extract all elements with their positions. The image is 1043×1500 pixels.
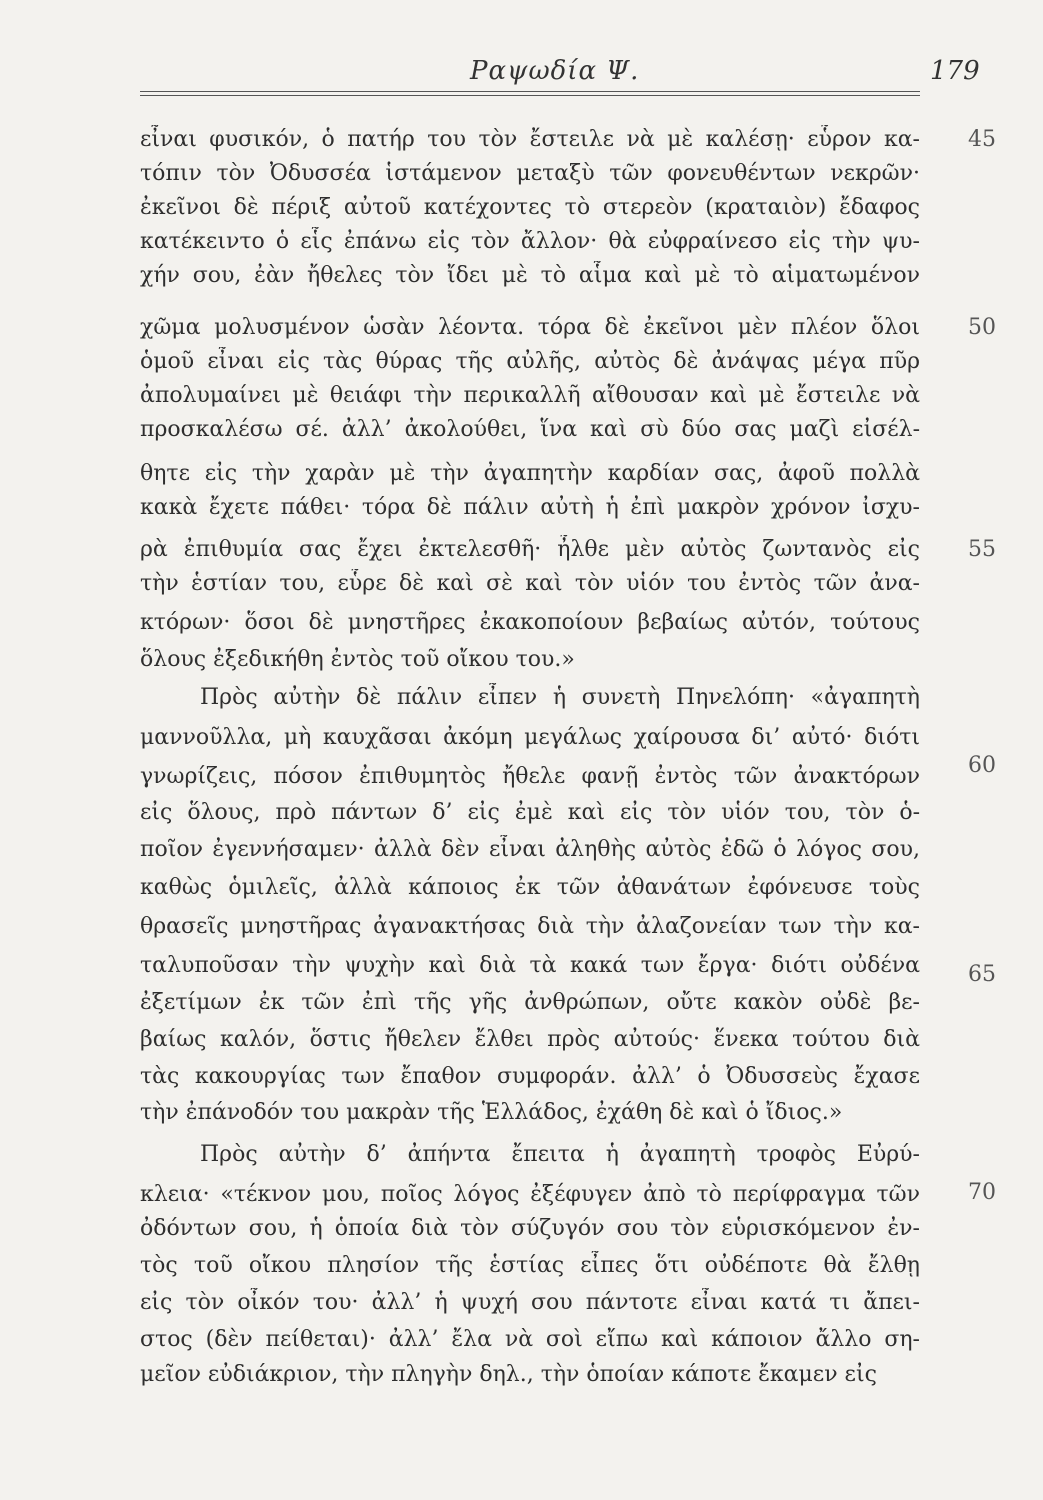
- page-number: 179: [930, 56, 980, 86]
- text-line: γνωρίζεις, πόσον ἐπιθυμητὸς ἤθελε φανῇ ἐντὸς τῶν ἀνακτόρων: [140, 764, 920, 789]
- text-line: τόπιν τὸν Ὀδυσσέα ἱστάμενον μεταξὺ τῶν φονευθέντων νεκρῶν·: [140, 161, 920, 186]
- text-line: Πρὸς αὐτὴν δ’ ἀπήντα ἔπειτα ἡ ἀγαπητὴ τροφὸς Εὐρύ-: [200, 1142, 920, 1167]
- header-rule: [140, 95, 920, 96]
- text-line: τὴν ἐπάνοδόν του μακρὰν τῆς Ἑλλάδος, ἐχάθη δὲ καὶ ὁ ἴδιος.»: [140, 1100, 843, 1125]
- text-line: εἰς τὸν οἶκόν του· ἀλλ’ ἡ ψυχή σου πάντοτε εἶναι κατά τι ἄπει-: [140, 1290, 920, 1315]
- text-line: χήν σου, ἐὰν ἤθελες τὸν ἴδει μὲ τὸ αἷμα καὶ μὲ τὸ αἱματωμένον: [140, 263, 920, 288]
- text-line: τὰς κακουργίας των ἔπαθον συμφοράν. ἀλλ’ ὁ Ὀδυσσεὺς ἔχασε: [140, 1064, 920, 1089]
- text-line: ἀπολυμαίνει μὲ θειάφι τὴν περικαλλῆ αἴθουσαν καὶ μὲ ἔστειλε νὰ: [140, 383, 920, 408]
- line-number: 50: [968, 315, 996, 340]
- text-line: ὅλους ἐξεδικήθη ἐντὸς τοῦ οἴκου του.»: [140, 647, 575, 672]
- text-line: κακὰ ἔχετε πάθει· τόρα δὲ πάλιν αὐτὴ ἡ ἐπὶ μακρὸν χρόνον ἰσχυ-: [140, 495, 920, 520]
- text-line: μαννοῦλλα, μὴ καυχᾶσαι ἀκόμη μεγάλως χαίρουσα δι’ αὐτό· διότι: [140, 725, 920, 750]
- text-line: ποῖον ἐγεννήσαμεν· ἀλλὰ δὲν εἶναι ἀληθὴς αὐτὸς ἐδῶ ὁ λόγος σου,: [140, 837, 920, 862]
- text-line: τὴν ἑστίαν του, εὗρε δὲ καὶ σὲ καὶ τὸν υἱόν του ἐντὸς τῶν ἀνα-: [140, 571, 920, 596]
- text-line: στος (δὲν πείθεται)· ἀλλ’ ἔλα νὰ σοὶ εἴπω καὶ κάποιον ἄλλο ση-: [140, 1327, 920, 1352]
- text-line: μεῖον εὐδιάκριον, τὴν πληγὴν δηλ., τὴν ὁποίαν κάποτε ἔκαμεν εἰς: [140, 1362, 877, 1387]
- text-line: βαίως καλόν, ὅστις ἤθελεν ἔλθει πρὸς αὐτούς· ἕνεκα τούτου διὰ: [140, 1027, 920, 1052]
- text-line: ἐξετίμων ἐκ τῶν ἐπὶ τῆς γῆς ἀνθρώπων, οὔτε κακὸν οὐδὲ βε-: [140, 990, 920, 1015]
- text-line: ὁμοῦ εἶναι εἰς τὰς θύρας τῆς αὐλῆς, αὐτὸς δὲ ἀνάψας μέγα πῦρ: [140, 349, 920, 374]
- text-line: Πρὸς αὐτὴν δὲ πάλιν εἶπεν ἡ συνετὴ Πηνελόπη· «ἀγαπητὴ: [200, 685, 920, 710]
- running-title: Ραψωδία Ψ.: [470, 56, 640, 86]
- text-line: κατέκειντο ὁ εἷς ἐπάνω εἰς τὸν ἄλλον· θὰ εὐφραίνεσο εἰς τὴν ψυ-: [140, 229, 920, 254]
- text-line: εἶναι φυσικόν, ὁ πατήρ του τὸν ἔστειλε νὰ μὲ καλέσῃ· εὗρον κα-: [140, 127, 920, 152]
- text-line: καθὼς ὁμιλεῖς, ἀλλὰ κάποιος ἐκ τῶν ἀθανάτων ἐφόνευσε τοὺς: [140, 875, 920, 900]
- text-line: κτόρων· ὅσοι δὲ μνηστῆρες ἐκακοποίουν βεβαίως αὐτόν, τούτους: [140, 610, 920, 635]
- line-number: 70: [968, 1180, 996, 1205]
- text-line: χῶμα μολυσμένον ὡσὰν λέοντα. τόρα δὲ ἐκεῖνοι μὲν πλέον ὅλοι: [140, 315, 920, 340]
- text-line: κλεια· «τέκνον μου, ποῖος λόγος ἐξέφυγεν ἀπὸ τὸ περίφραγμα τῶν: [140, 1182, 920, 1207]
- header-rule: [140, 91, 920, 92]
- text-line: ἐκεῖνοι δὲ πέριξ αὐτοῦ κατέχοντες τὸ στερεὸν (κραταιὸν) ἔδαφος: [140, 195, 920, 220]
- text-line: ταλυποῦσαν τὴν ψυχὴν καὶ διὰ τὰ κακά των ἔργα· διότι οὐδένα: [140, 953, 920, 978]
- text-line: θητε εἰς τὴν χαρὰν μὲ τὴν ἀγαπητὴν καρδίαν σας, ἀφοῦ πολλὰ: [140, 461, 920, 486]
- text-line: τὸς τοῦ οἴκου πλησίον τῆς ἑστίας εἶπες ὅτι οὐδέποτε θὰ ἔλθῃ: [140, 1253, 920, 1278]
- line-number: 60: [968, 753, 996, 778]
- text-line: προσκαλέσω σέ. ἀλλ’ ἀκολούθει, ἵνα καὶ σὺ δύο σας μαζὶ εἰσέλ-: [140, 417, 920, 442]
- text-line: εἰς ὅλους, πρὸ πάντων δ’ εἰς ἐμὲ καὶ εἰς τὸν υἱόν του, τὸν ὁ-: [140, 800, 920, 825]
- line-number: 65: [968, 962, 996, 987]
- line-number: 45: [968, 127, 996, 152]
- text-line: ρὰ ἐπιθυμία σας ἔχει ἐκτελεσθῆ· ἦλθε μὲν αὐτὸς ζωντανὸς εἰς: [140, 537, 920, 562]
- line-number: 55: [968, 537, 996, 562]
- text-line: ὀδόντων σου, ἡ ὁποία διὰ τὸν σύζυγόν σου τὸν εὑρισκόμενον ἐν-: [140, 1216, 920, 1241]
- text-line: θρασεῖς μνηστῆρας ἀγανακτήσας διὰ τὴν ἀλαζονείαν των τὴν κα-: [140, 914, 920, 939]
